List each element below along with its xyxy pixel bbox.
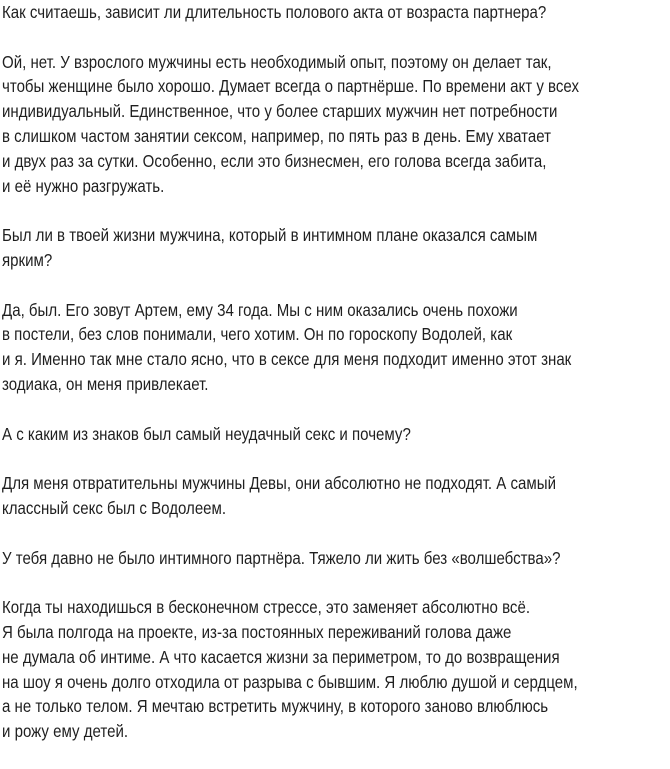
- text-line: и двух раз за сутки. Особенно, если это бизнесмен, его голова всегда забита,: [2, 150, 547, 171]
- answer-paragraph: [2, 298, 664, 397]
- text-line: А с каким из знаков был самый неудачный секс и почему?: [2, 423, 411, 444]
- text-line: и её нужно разгружать.: [2, 175, 165, 196]
- question-paragraph: [2, 223, 664, 273]
- text-line: Я была полгода на проекте, из-за постоянных переживаний голова даже: [2, 621, 512, 642]
- text-line: чтобы женщине было хорошо. Думает всегда о партнёрше. По времени акт у всех: [2, 76, 579, 97]
- answer-paragraph: [2, 471, 664, 521]
- text-line: Да, был. Его зовут Артем, ему 34 года. Мы с ним оказались очень похожи: [2, 299, 518, 320]
- text-line: в постели, без слов понимали, чего хотим. Он по гороскопу Водолей, как: [2, 324, 513, 345]
- text-line: Ой, нет. У взрослого мужчины есть необходимый опыт, поэтому он делает так,: [2, 51, 552, 72]
- text-line: зодиака, он меня привлекает.: [2, 373, 209, 394]
- text-line: Был ли в твоей жизни мужчина, который в интимном плане оказался самым: [2, 225, 538, 246]
- text-line: классный секс был с Водолеем.: [2, 497, 227, 518]
- text-line: У тебя давно не было интимного партнёра. Тяжело ли жить без «волшебства»?: [2, 547, 561, 568]
- text-line: Как считаешь, зависит ли длительность полового акта от возраста партнера?: [2, 2, 547, 22]
- question-paragraph: [2, 0, 664, 25]
- text-line: ярким?: [2, 249, 53, 270]
- text-line: и рожу ему детей.: [2, 721, 129, 742]
- text-line: не думала об интиме. А что касается жизни за периметром, то до возвращения: [2, 646, 560, 667]
- answer-paragraph: [2, 50, 664, 199]
- text-line: Для меня отвратительны мужчины Девы, они абсолютно не подходят. А самый: [2, 473, 556, 494]
- question-paragraph: [2, 546, 664, 571]
- text-line: индивидуальный. Единственное, что у более старших мужчин нет потребности: [2, 101, 558, 122]
- question-paragraph: [2, 422, 664, 447]
- text-line: а не только телом. Я мечтаю встретить мужчину, в которого заново влюблюсь: [2, 696, 549, 717]
- text-line: на шоу я очень долго отходила от разрыва с бывшим. Я люблю душой и сердцем,: [2, 671, 578, 692]
- text-line: Когда ты находишься в бесконечном стрессе, это заменяет абсолютно всё.: [2, 597, 530, 618]
- text-line: и я. Именно так мне стало ясно, что в сексе для меня подходит именно этот знак: [2, 349, 572, 370]
- answer-paragraph: [2, 595, 664, 744]
- interview-document: [2, 0, 664, 769]
- text-line: в слишком частом занятии сексом, например, по пять раз в день. Ему хватает: [2, 125, 552, 146]
